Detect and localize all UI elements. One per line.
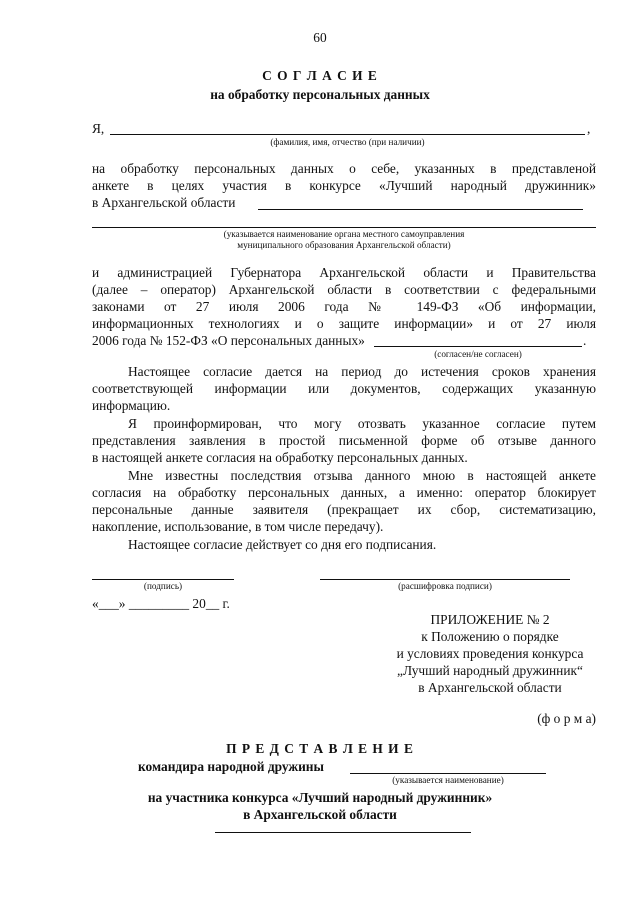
signature-hint: (подпись): [143, 581, 183, 591]
consent-body2-line5: 2006 года № 152-ФЗ «О персональных данных»: [92, 333, 365, 348]
signature-line: [92, 579, 234, 580]
agree-line: [374, 346, 582, 347]
full-name-hint: (фамилия, имя, отчество (при наличии): [270, 137, 425, 147]
revoke-line1: Я проинформирован, что могу отозвать указанное согласие путем: [128, 416, 596, 431]
consent-body1-line1: на обработку персональных данных о себе, указанных в представленой: [92, 161, 596, 176]
consent-body2-end: .: [583, 333, 587, 348]
consent-date: «___» _________ 20__ г.: [92, 596, 230, 611]
consequences-line4: накопление, использование, в том числе передачу).: [92, 519, 384, 534]
consent-body2-line4: информационных технологиях и о защите информации» и от 27 июля: [92, 316, 596, 331]
consent-body2-line1: и администрацией Губернатора Архангельской области и Правительства: [92, 265, 596, 280]
consent-body2-line2: (далее – оператор) Архангельской области в соответствии с федеральными: [92, 282, 596, 297]
revoke-line3: в настоящей анкете согласия на обработку персональных данных.: [92, 450, 468, 465]
consequences-line2: согласия на обработку персональных данных, а именно: оператор блокирует: [92, 485, 596, 500]
appendix-line3: „Лучший народный дружинник“: [397, 663, 583, 678]
period-line2: соответствующей информации или документов, содержащих указанную: [92, 381, 596, 396]
presentation-commander: командира народной дружины: [138, 759, 324, 774]
authority-line-2: [92, 227, 596, 228]
period-line1: Настоящее согласие дается на период до истечения сроков хранения: [128, 364, 596, 379]
appendix-line1: к Положению о порядке: [421, 629, 559, 644]
presentation-region: в Архангельской области: [243, 807, 397, 822]
appendix-line2: и условиях проведения конкурса: [396, 646, 584, 661]
full-name-line: [110, 134, 585, 135]
consent-title: С О Г Л А С И Е: [262, 68, 378, 83]
valid-line: Настоящее согласие действует со дня его подписания.: [128, 537, 437, 552]
presentation-participant: на участника конкурса «Лучший народный дружинник»: [147, 790, 493, 805]
consent-subtitle: на обработку персональных данных: [210, 87, 430, 102]
authority-hint-1: (указывается наименование органа местного самоуправления: [223, 229, 465, 239]
consent-i-prefix: Я,: [92, 121, 105, 136]
appendix-line4: в Архангельской области: [418, 680, 562, 695]
consent-i-suffix: ,: [587, 121, 591, 136]
decode-line: [320, 579, 570, 580]
presentation-title: П Р Е Д С Т А В Л Е Н И Е: [226, 741, 414, 756]
consent-body2-line3: законами от 27 июля 2006 года № 149-ФЗ «Об информации,: [92, 299, 596, 314]
participant-name-line: [215, 832, 471, 833]
authority-hint-2: муниципального образования Архангельской области): [237, 240, 451, 250]
squad-name-line: [350, 773, 546, 774]
consequences-line3: персональные данные заявителя (прекращает их сбор, систематизацию,: [92, 502, 596, 517]
consequences-line1: Мне известны последствия отзыва данного мною в настоящей анкете: [128, 468, 596, 483]
form-label: (ф о р м а): [537, 711, 596, 726]
squad-name-hint: (указывается наименование): [392, 775, 504, 785]
agree-hint: (согласен/не согласен): [434, 349, 522, 359]
appendix-title: ПРИЛОЖЕНИЕ № 2: [430, 612, 550, 627]
decode-hint: (расшифровка подписи): [398, 581, 492, 591]
consent-body1-line2: анкете в целях участия в конкурсе «Лучший народный дружинник»: [92, 178, 596, 193]
revoke-line2: представления заявления в простой письменной форме об отзыве данного: [92, 433, 596, 448]
authority-line-1: [258, 209, 583, 210]
consent-body1-line3: в Архангельской области: [92, 195, 236, 210]
period-line3: информацию.: [92, 398, 171, 413]
page-number: 60: [313, 30, 327, 45]
